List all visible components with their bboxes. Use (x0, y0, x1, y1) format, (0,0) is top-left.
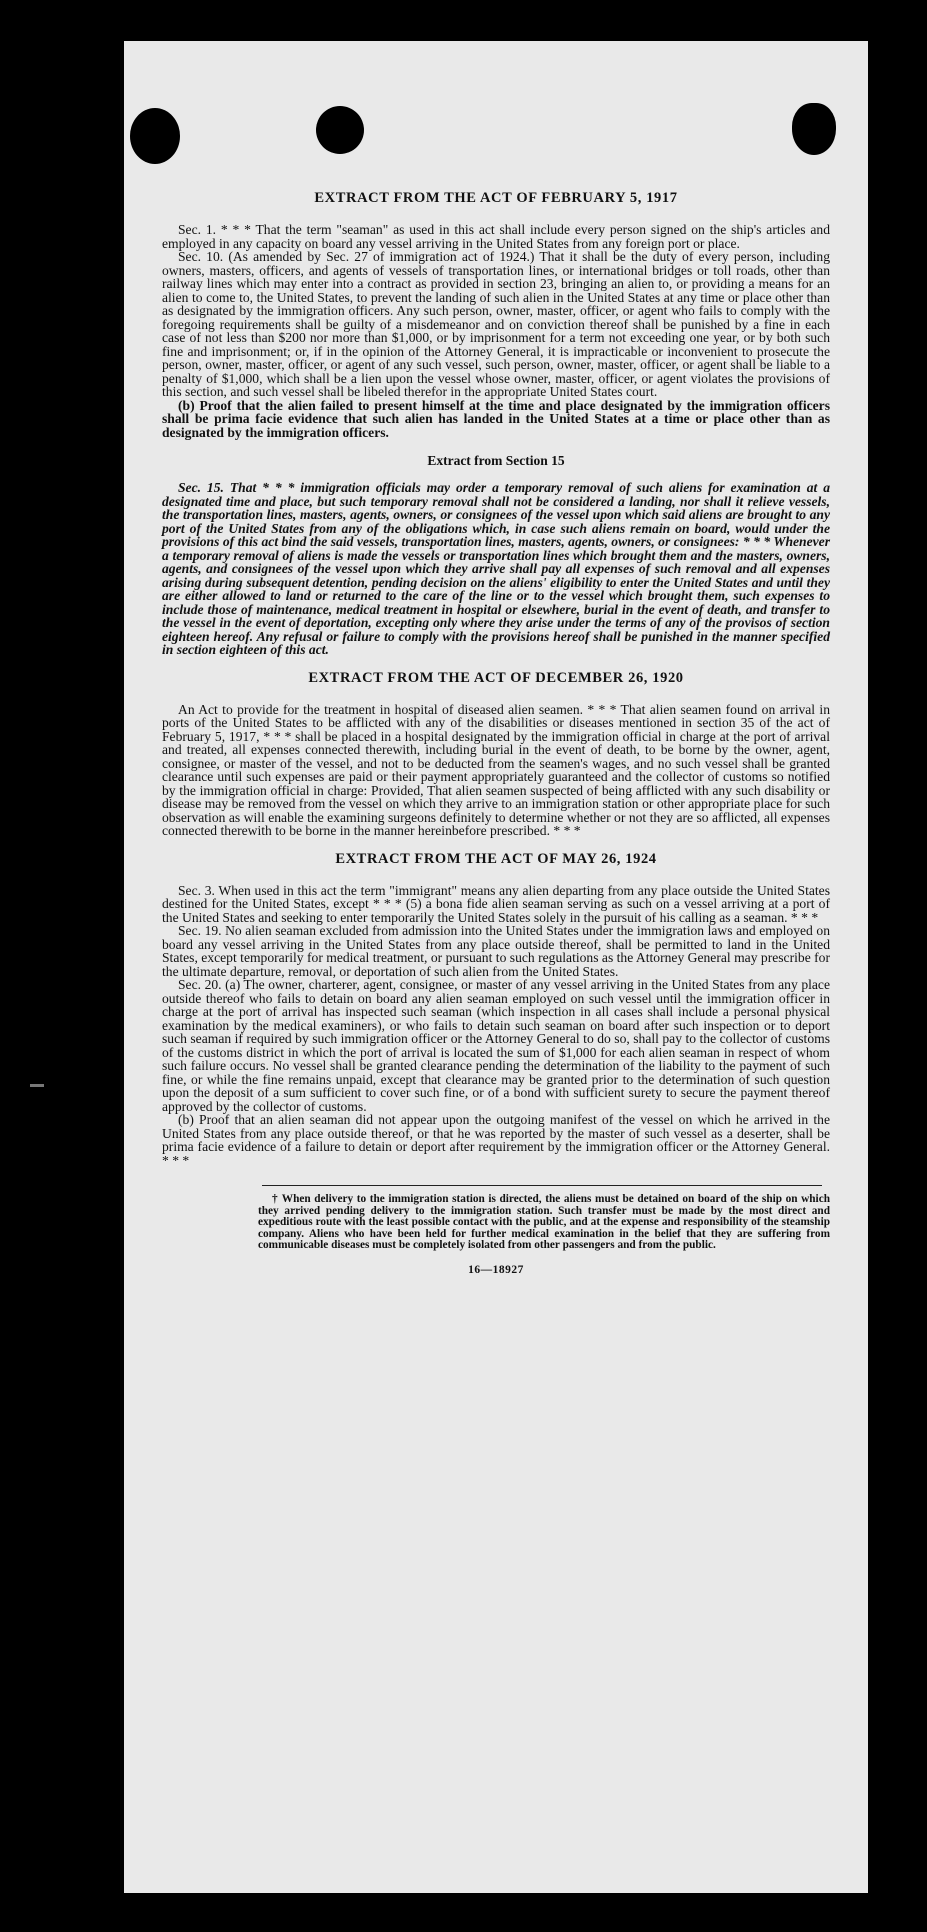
paragraph: Sec. 10. (As amended by Sec. 27 of immigration act of 1924.) That it shall be the duty of every person, including owners, masters, officers, and agents of vessels of transportation lines, or international bridges or toll roads, other than railway lines which may enter into a contract as provided in section 23, bringing an alien to, or providing a means for an alien to come to, the United States, to prevent the landing of such alien in the United States at any time or place other than as designated by the immigration officers. Any such person, owner, master, officer, or agent who fails to comply with the foregoing requirements shall be guilty of a misdemeanor and on conviction thereof shall be punished by a fine in each case of not less than $200 nor more than $1,000, or by imprisonment for a term not exceeding one year, or by both such fine and imprisonment; or, if in the opinion of the Attorney General, it is impracticable or inconvenient to prosecute the person, owner, master, officer, or agent of any such vessel, such person, owner, master, officer, or agent shall be liable to a penalty of $1,000, which shall be a lien upon the vessel whose owner, master, officer, or agent violates the provisions of this section, and such vessel shall be libeled therefor in the appropriate United States court. (162, 249, 830, 399)
document-page (124, 41, 868, 1893)
paragraph: Sec. 19. No alien seaman excluded from admission into the United States under the immigration laws and employed on board any vessel arriving in the United States from any place outside thereof, shall be permitted to land in the United States, except temporarily for medical treatment, or pursuant to such regulations as the Attorney General may prescribe for the ultimate departure, removal, or deportation of such alien from the United States. (162, 923, 830, 979)
punch-hole (316, 106, 364, 154)
paragraph: (b) Proof that an alien seaman did not appear upon the outgoing manifest of the vessel on which he arrived in the United States from any place outside thereof, or that he was reported by the master of such vessel as a deserter, shall be prima facie evidence of a failure to detain or deport after requirement by the immigration officer or the Attorney General. * * * (162, 1112, 830, 1168)
scan-mark (30, 1084, 44, 1087)
page-number: 16—18927 (468, 1263, 524, 1276)
section-subheading: Extract from Section 15 (427, 453, 565, 468)
paragraph: Sec. 15. That * * * immigration officials may order a temporary removal of such aliens for examination at a designated time and place, but such temporary removal shall not be considered a landing, nor shall it relieve vessels, the transportation lines, masters, agents, owners, or consignees of the vessel upon which said aliens are brought to any port of the United States from any of the obligations which, in case such aliens remain on board, would under the provisions of this act bind the said vessels, transportation lines, masters, agents, owners, or consignees: * * * Whenever a temporary removal of aliens is made the vessels or transportation lines which brought them and the masters, owners, agents, and consignees of the vessel upon which they arrive shall pay all expenses of such removal and all expenses arising during subsequent detention, pending decision on the aliens' eligibility to enter the United States and until they are either allowed to land or returned to the care of the line or to the vessel which brought them, such expenses to include those of maintenance, medical treatment in hospital or elsewhere, burial in the event of death, and transfer to the vessel in the event of deportation, excepting only where they arise under the terms of any of the provisos of section eighteen hereof. Any refusal or failure to comply with the provisions hereof shall be punished in the manner specified in section eighteen of this act. (162, 480, 830, 657)
footnote-divider (262, 1185, 822, 1186)
punch-hole (792, 103, 836, 155)
footnote: † When delivery to the immigration station is directed, the aliens must be detained on board of the ship on which they arrived pending delivery to the immigration station. Such transfer must be made by the most direct and expeditious route with the least possible contact with the public, and at the expense and responsibility of the steamship company. Aliens who have been held for further medical examination in the belief that they are suffering from communicable diseases must be completely isolated from other passengers and from the public. (258, 1193, 830, 1251)
punch-hole (130, 108, 180, 164)
section-heading: EXTRACT FROM THE ACT OF DECEMBER 26, 1920 (308, 669, 684, 686)
paragraph: Sec. 20. (a) The owner, charterer, agent, consignee, or master of any vessel arriving in the United States from any place outside thereof who fails to detain on board any alien seaman employed on such vessel until the immigration officer in charge at the port of arrival has inspected such seaman (which inspection in all cases shall include a personal physical examination by the medical examiners), or who fails to detain such seaman on board after such inspection or to deport such seaman if required by such immigration officer or the Attorney General to do so, shall pay to the collector of customs of the customs district in which the port of arrival is located the sum of $1,000 for each alien seaman in respect of whom such failure occurs. No vessel shall be granted clearance pending the determination of the liability to the payment of such fine, or while the fine remains unpaid, except that clearance may be granted prior to the determination of such question upon the deposit of a sum sufficient to cover such fine, or of a bond with sufficient surety to secure the payment thereof approved by the collector of customs. (162, 977, 830, 1114)
section-heading: EXTRACT FROM THE ACT OF MAY 26, 1924 (335, 850, 657, 867)
document-body (162, 189, 830, 1276)
paragraph: (b) Proof that the alien failed to present himself at the time and place designated by the immigration officers shall be prima facie evidence that such alien has landed in the United States at a time or place other than as designated by the immigration officers. (162, 397, 830, 440)
paragraph: An Act to provide for the treatment in hospital of diseased alien seamen. * * * That alien seamen found on arrival in ports of the United States to be afflicted with any of the disabilities or diseases mentioned in section 35 of the act of February 5, 1917, * * * shall be placed in a hospital designated by the immigration official in charge at the port of arrival and treated, all expenses connected therewith, including burial in the event of death, to be borne by the owner, agent, consignee, or master of the vessel, and not to be deducted from the seamen's wages, and no such vessel shall be granted clearance until such expenses are paid or their payment appropriately guaranteed and the collector of customs so notified by the immigration official in charge: Provided, That alien seamen suspected of being afflicted with any such disability or disease may be removed from the vessel on which they arrive to an immigration station or other appropriate place for such observation as will enable the examining surgeons definitely to determine whether or not they are so afflicted, all expenses connected therewith to be borne in the manner hereinbefore prescribed. * * * (162, 701, 830, 838)
section-heading: EXTRACT FROM THE ACT OF FEBRUARY 5, 1917 (314, 190, 678, 206)
paragraph: Sec. 1. * * * That the term "seaman" as used in this act shall include every person signed on the ship's articles and employed in any capacity on board any vessel arriving in the United States from any foreign port or place. (162, 222, 830, 251)
paragraph: Sec. 3. When used in this act the term "immigrant" means any alien departing from any place outside the United States destined for the United States, except * * * (5) a bona fide alien seaman serving as such on a vessel arriving at a port of the United States and seeking to enter temporarily the United States solely in the pursuit of his calling as a seaman. * * * (162, 882, 830, 925)
